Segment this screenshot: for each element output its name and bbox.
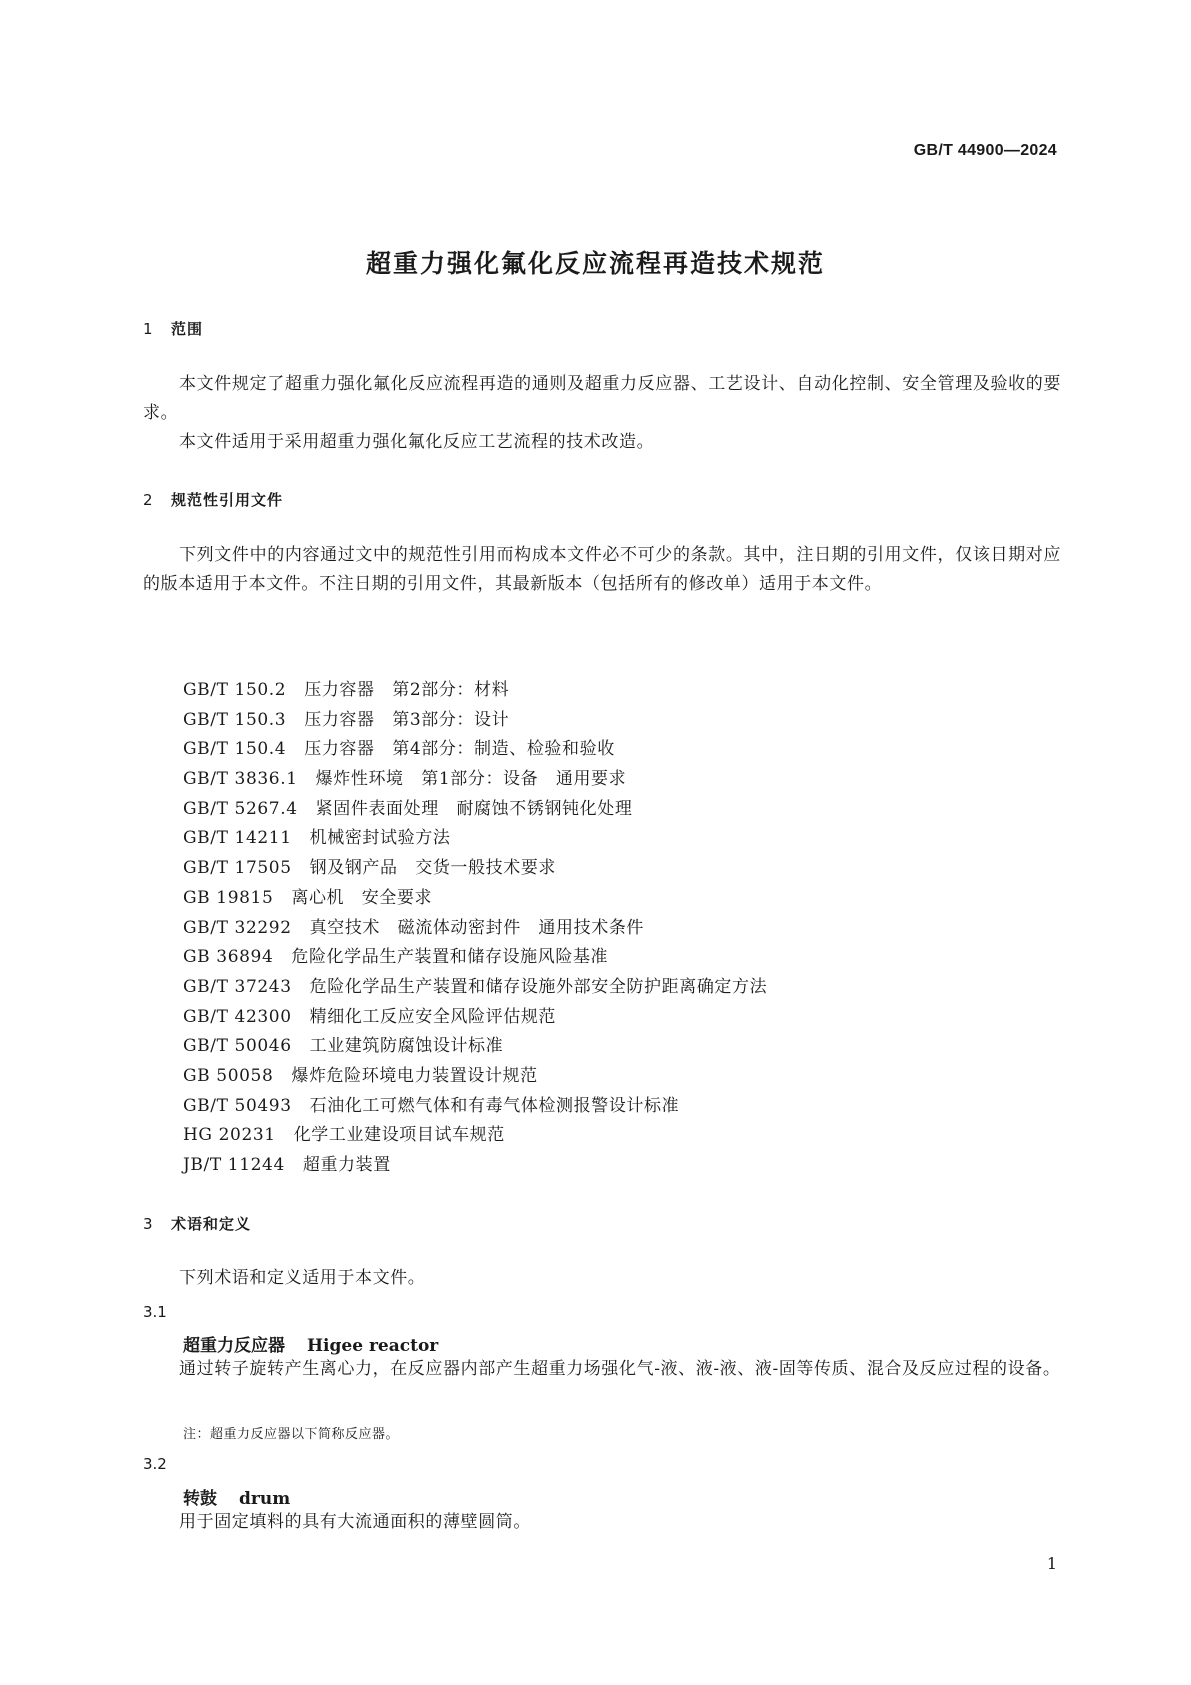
term-name-zh: 超重力反应器 xyxy=(183,1336,285,1356)
reference-title: 压力容器 第2部分：材料 xyxy=(304,680,510,700)
reference-item xyxy=(183,943,767,973)
reference-item xyxy=(183,914,767,944)
reference-code: GB/T 42300 xyxy=(183,1006,292,1027)
reference-title: 紧固件表面处理 耐腐蚀不锈钢钝化处理 xyxy=(315,798,633,819)
reference-item xyxy=(183,735,767,765)
reference-title: 超重力装置 xyxy=(302,1155,391,1175)
reference-title: 真空技术 磁流体动密封件 通用技术条件 xyxy=(309,917,645,938)
reference-item xyxy=(183,973,767,1003)
term-number: 3.1 xyxy=(143,1303,167,1321)
reference-code: GB/T 32292 xyxy=(183,917,292,938)
reference-title: 离心机 安全要求 xyxy=(291,887,433,908)
reference-title: 工业建筑防腐蚀设计标准 xyxy=(309,1036,504,1057)
term-definition: 通过转子旋转产生离心力，在反应器内部产生超重力场强化气-液、液-液、液-固等传质、混合及反应过程的设备。 xyxy=(179,1359,1061,1379)
section-title: 术语和定义 xyxy=(171,1215,252,1233)
reference-code: GB 19815 xyxy=(183,887,274,908)
reference-code: GB/T 150.2 xyxy=(183,680,287,700)
term-number: 3.2 xyxy=(143,1455,167,1473)
section-1-heading xyxy=(143,318,203,339)
section-number: 2 xyxy=(143,491,154,509)
terms-intro-paragraph: 下列术语和定义适用于本文件。 xyxy=(179,1268,426,1288)
document-title: 超重力强化氟化反应流程再造技术规范 xyxy=(365,249,825,278)
reference-item xyxy=(183,854,767,884)
term-name xyxy=(183,1484,290,1509)
reference-item xyxy=(183,1003,767,1033)
reference-item xyxy=(183,795,767,825)
reference-title: 化学工业建设项目试车规范 xyxy=(293,1125,505,1146)
reference-code: GB/T 150.4 xyxy=(183,739,287,760)
reference-title: 压力容器 第4部分：制造、检验和验收 xyxy=(304,739,615,760)
section-number: 1 xyxy=(143,320,154,338)
reference-item xyxy=(183,1121,767,1151)
reference-code: GB/T 50493 xyxy=(183,1095,292,1116)
scope-paragraph: 本文件规定了超重力强化氟化反应流程再造的通则及超重力反应器、工艺设计、自动化控制、安全管理及验收的要求。 xyxy=(143,374,1061,423)
section-title: 规范性引用文件 xyxy=(171,491,284,509)
reference-code: GB/T 3836.1 xyxy=(183,769,298,790)
reference-title: 石油化工可燃气体和有毒气体检测报警设计标准 xyxy=(309,1095,680,1116)
reference-item xyxy=(183,1062,767,1092)
section-2-heading xyxy=(143,489,283,510)
reference-code: GB/T 17505 xyxy=(183,858,292,879)
reference-code: JB/T 11244 xyxy=(183,1155,285,1175)
reference-code: GB/T 150.3 xyxy=(183,709,287,730)
reference-item xyxy=(183,1151,767,1181)
scope-applicability-paragraph: 本文件适用于采用超重力强化氟化反应工艺流程的技术改造。 xyxy=(179,432,655,452)
reference-item xyxy=(183,824,767,854)
reference-title: 爆炸危险环境电力装置设计规范 xyxy=(291,1065,538,1086)
reference-code: HG 20231 xyxy=(183,1125,276,1146)
reference-title: 压力容器 第3部分：设计 xyxy=(304,709,510,730)
standard-code: GB/T 44900—2024 xyxy=(913,142,1057,159)
term-note: 注：超重力反应器以下简称反应器。 xyxy=(183,1427,400,1442)
reference-title: 精细化工反应安全风险评估规范 xyxy=(309,1006,557,1027)
reference-title: 钢及钢产品 交货一般技术要求 xyxy=(309,858,557,879)
section-number: 3 xyxy=(143,1215,154,1233)
page-number: 1 xyxy=(1046,1554,1057,1573)
reference-item xyxy=(183,765,767,795)
section-3-heading xyxy=(143,1213,251,1234)
section-title: 范围 xyxy=(171,320,204,338)
reference-code: GB 36894 xyxy=(183,947,274,968)
reference-code: GB/T 14211 xyxy=(183,828,292,849)
term-name-zh: 转鼓 xyxy=(183,1489,217,1509)
reference-title: 爆炸性环境 第1部分：设备 通用要求 xyxy=(315,769,627,790)
reference-item xyxy=(183,1032,767,1062)
reference-item xyxy=(183,676,767,706)
reference-item xyxy=(183,884,767,914)
reference-title: 机械密封试验方法 xyxy=(309,828,451,849)
term-name-en: drum xyxy=(239,1489,291,1509)
reference-code: GB 50058 xyxy=(183,1065,274,1086)
reference-item xyxy=(183,706,767,736)
references-intro-paragraph: 下列文件中的内容通过文中的规范性引用而构成本文件必不可少的条款。其中，注日期的引用文件，仅该日期对应的版本适用于本文件。不注日期的引用文件，其最新版本（包括所有的修改单）适用于本文件。 xyxy=(143,545,1061,594)
term-name-en: Higee reactor xyxy=(307,1336,439,1356)
reference-title: 危险化学品生产装置和储存设施风险基准 xyxy=(291,947,609,968)
term-name xyxy=(183,1331,438,1356)
reference-code: GB/T 5267.4 xyxy=(183,798,298,819)
reference-list xyxy=(183,676,767,1181)
reference-code: GB/T 37243 xyxy=(183,976,292,997)
reference-item xyxy=(183,1092,767,1122)
reference-title: 危险化学品生产装置和储存设施外部安全防护距离确定方法 xyxy=(309,976,768,997)
reference-code: GB/T 50046 xyxy=(183,1036,292,1057)
term-definition: 用于固定填料的具有大流通面积的薄壁圆筒。 xyxy=(179,1512,531,1532)
